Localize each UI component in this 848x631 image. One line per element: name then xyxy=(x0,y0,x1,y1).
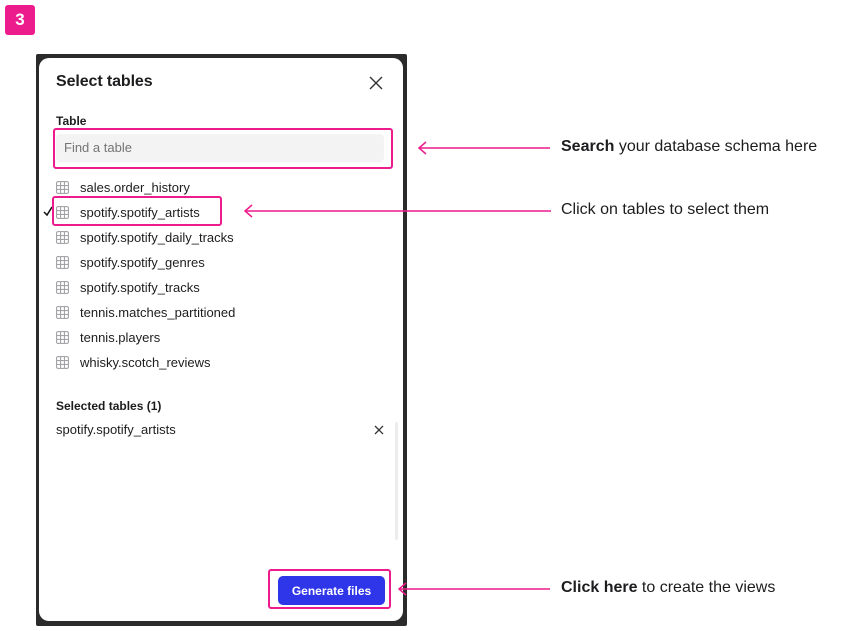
table-name: spotify.spotify_daily_tracks xyxy=(80,230,234,245)
search-callout-bold: Search xyxy=(561,138,615,155)
table-field-label: Table xyxy=(56,114,87,128)
remove-icon[interactable] xyxy=(374,425,384,435)
dialog-title: Select tables xyxy=(56,73,153,90)
generate-files-button[interactable]: Generate files xyxy=(278,576,385,605)
table-grid-icon xyxy=(56,356,69,369)
generate-callout-text: to create the views xyxy=(637,579,776,596)
scrollbar[interactable] xyxy=(395,422,398,540)
arrow-left-icon xyxy=(396,582,551,596)
search-callout xyxy=(561,138,817,156)
search-callout-text: your database schema here xyxy=(614,138,818,155)
table-list-item[interactable] xyxy=(39,325,403,350)
table-name: spotify.spotify_artists xyxy=(80,205,200,220)
table-list-item[interactable] xyxy=(39,350,403,375)
select-callout-text: Click on tables to select them xyxy=(561,201,770,218)
table-list-item[interactable] xyxy=(39,225,403,250)
table-name: tennis.matches_partitioned xyxy=(80,305,236,320)
arrow-left-icon xyxy=(416,141,551,155)
table-grid-icon xyxy=(56,281,69,294)
table-grid-icon xyxy=(56,331,69,344)
table-grid-icon xyxy=(56,181,69,194)
table-name: spotify.spotify_genres xyxy=(80,255,205,270)
table-list-item[interactable] xyxy=(39,275,403,300)
close-icon[interactable] xyxy=(367,74,385,92)
step-badge: 3 xyxy=(5,5,35,35)
table-name: whisky.scotch_reviews xyxy=(80,355,211,370)
table-row-highlight xyxy=(52,196,222,226)
arrow-left-icon xyxy=(242,204,552,218)
table-name: sales.order_history xyxy=(80,180,190,195)
table-grid-icon xyxy=(56,306,69,319)
generate-callout-bold: Click here xyxy=(561,579,638,596)
table-name: spotify.spotify_tracks xyxy=(80,280,200,295)
search-highlight xyxy=(53,128,393,169)
table-name: tennis.players xyxy=(80,330,161,345)
generate-callout xyxy=(561,579,775,597)
table-grid-icon xyxy=(56,256,69,269)
button-highlight xyxy=(268,569,391,609)
selected-table-item: spotify.spotify_artists xyxy=(56,422,176,437)
select-callout xyxy=(561,201,769,219)
table-list-item[interactable] xyxy=(39,250,403,275)
table-grid-icon xyxy=(56,231,69,244)
table-list-item[interactable] xyxy=(39,300,403,325)
selected-tables-label: Selected tables (1) xyxy=(56,399,162,413)
